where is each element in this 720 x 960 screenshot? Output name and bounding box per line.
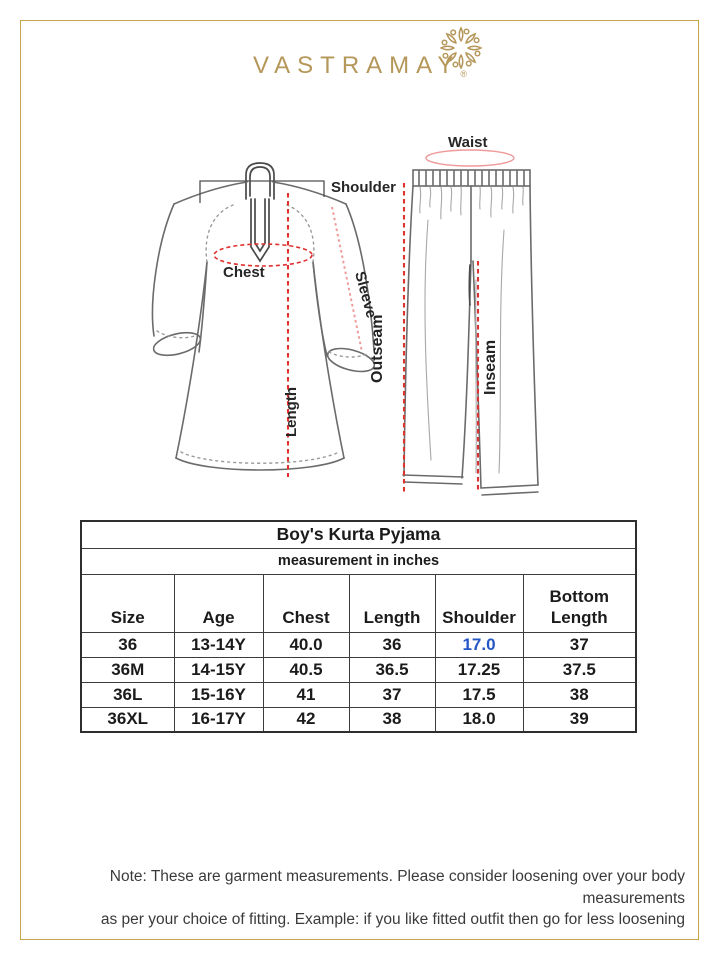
outseam-label: Outseam [369,314,386,383]
table-row [81,657,636,682]
shoulder-cell: 17.5 [435,682,523,707]
waist-measure-ellipse [426,150,514,166]
registered-trademark-icon: ® [460,69,468,79]
table-row [81,682,636,707]
sleeve-label: Sleeve [351,269,380,320]
column-header-age: Age [174,574,263,632]
shoulder-cell-highlighted: 17.0 [435,632,523,657]
length-cell: 38 [349,707,435,732]
chest-cell: 40.0 [263,632,349,657]
length-cell: 36.5 [349,657,435,682]
mandala-ornament-icon [436,24,486,72]
column-header-chest: Chest [263,574,349,632]
column-header-length: Length [349,574,435,632]
table-title-row [81,521,636,548]
table-row [81,707,636,732]
kurta-sketch [151,163,376,470]
column-header-bottom-length: Bottom Length [523,574,636,632]
note-line-2: as per your choice of fitting. Example: if you like fitted outfit then go for less loosening [100,911,685,928]
age-cell: 16-17Y [174,707,263,732]
shoulder-label: Shoulder [331,179,397,196]
shoulder-cell: 18.0 [435,707,523,732]
age-cell: 15-16Y [174,682,263,707]
bottom-length-cell: 39 [523,707,636,732]
bottom-length-cell: 37 [523,632,636,657]
waist-label: Waist [448,134,488,151]
chest-cell: 42 [263,707,349,732]
length-cell: 37 [349,682,435,707]
chest-cell: 41 [263,682,349,707]
chest-label: Chest [223,264,265,281]
column-header-size: Size [81,574,174,632]
age-cell: 14-15Y [174,657,263,682]
size-table [80,520,637,733]
column-header-shoulder: Shoulder [435,574,523,632]
chest-cell: 40.5 [263,657,349,682]
size-cell: 36M [81,657,174,682]
note-line-1: Note: These are garment measurements. Please consider loosening over your body measurements [109,868,685,907]
table-row [81,632,636,657]
length-cell: 36 [349,632,435,657]
table-title: Boy's Kurta Pyjama [81,521,636,548]
shoulder-measure-bracket [200,181,324,203]
measurement-diagram [110,125,620,505]
age-cell: 13-14Y [174,632,263,657]
bottom-length-cell: 38 [523,682,636,707]
size-cell: 36XL [81,707,174,732]
brand-logo [0,52,720,80]
pyjama-sketch [403,170,538,495]
size-cell: 36L [81,682,174,707]
table-subtitle: measurement in inches [81,548,636,574]
shoulder-cell: 17.25 [435,657,523,682]
inseam-label: Inseam [482,339,499,395]
size-cell: 36 [81,632,174,657]
brand-logo-text: VASTRAMAY [252,52,461,79]
length-label: Length [283,387,300,437]
note-text [35,866,685,931]
bottom-length-cell: 37.5 [523,657,636,682]
table-subtitle-row [81,548,636,574]
table-header-row [81,574,636,632]
